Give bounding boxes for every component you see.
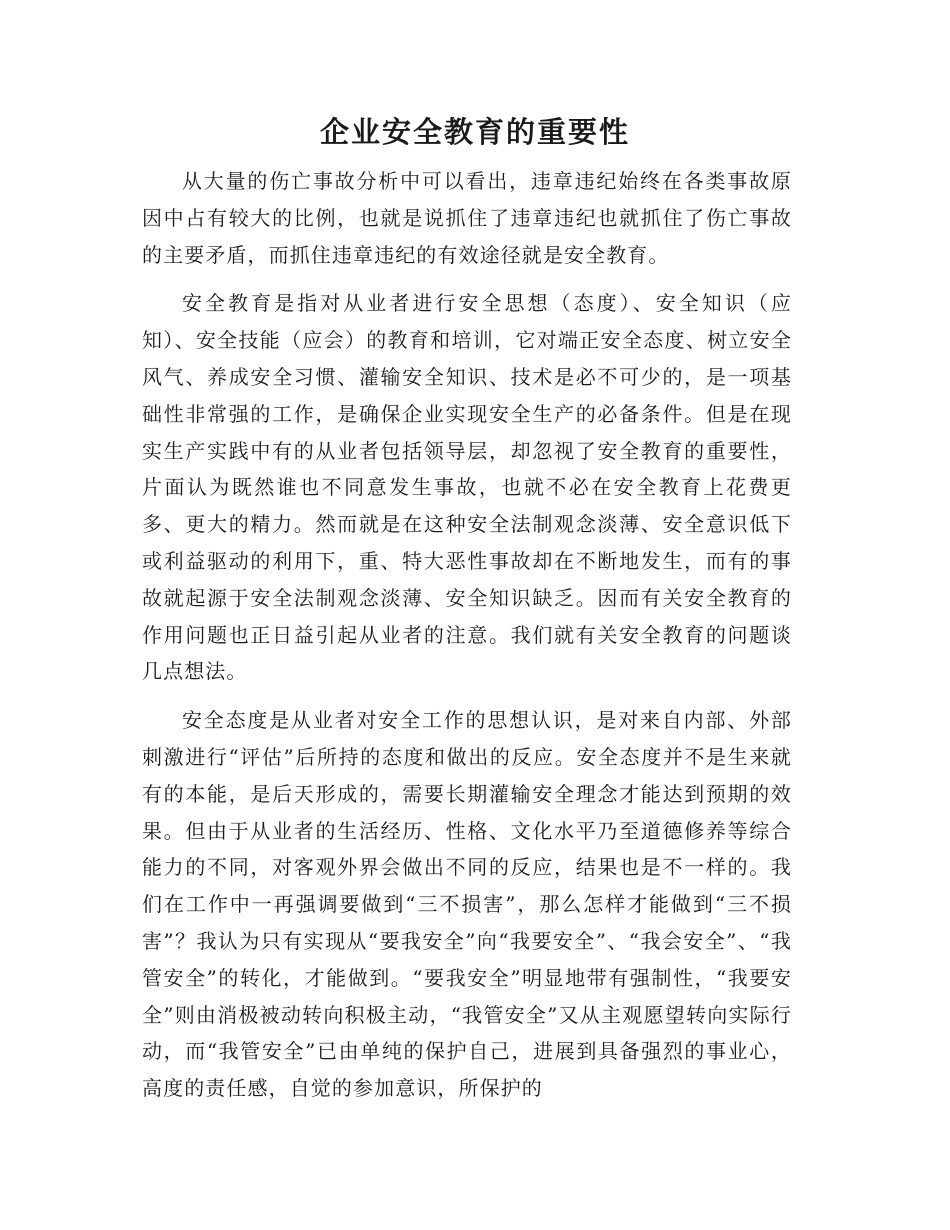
paragraph-3: 安全态度是从业者对安全工作的思想认识，是对来自内部、外部刺激进行“评估”后所持的态度和做出的反应。安全态度并不是生来就有的本能，是后天形成的，需要长期灌输安全理念才能达到预期的效果。但由于从业者的生活经历、性格、文化水平乃至道德修养等综合能力的不同，对客观外界会做出不同的反应，结果也是不一样的。我们在工作中一再强调要做到“三不损害”，那么怎样才能做到“三不损害”？我认为只有实现从“要我安全”向“我要安全”、“我会安全”、“我管安全”的转化，才能做到。“要我安全”明显地带有强制性，“我要安全”则由消极被动转向积极主动，“我管安全”又从主观愿望转向实际行动，而“我管安全”已由单纯的保护自己，进展到具备强烈的事业心，高度的责任感，自觉的参加意识，所保护的 [142, 708, 792, 1101]
document-title: 企业安全教育的重要性 [319, 115, 630, 149]
document-body [142, 163, 792, 1119]
paragraph-2: 安全教育是指对从业者进行安全思想（态度）、安全知识（应知）、安全技能（应会）的教育和培训，它对端正安全态度、树立安全风气、养成安全习惯、灌输安全知识、技术是必不可少的，是一项基础性非常强的工作，是确保企业实现安全生产的必备条件。但是在现实生产实践中有的从业者包括领导层，却忽视了安全教育的重要性，片面认为既然谁也不同意发生事故，也就不必在安全教育上花费更多、更大的精力。然而就是在这种安全法制观念淡薄、安全意识低下或利益驱动的利用下，重、特大恶性事故却在不断地发生，而有的事故就起源于安全法制观念淡薄、安全知识缺乏。因而有关安全教育的作用问题也正日益引起从业者的注意。我们就有关安全教育的问题谈几点想法。 [142, 291, 792, 684]
paragraph-1: 从大量的伤亡事故分析中可以看出，违章违纪始终在各类事故原因中占有较大的比例，也就是说抓住了违章违纪也就抓住了伤亡事故的主要矛盾，而抓住违章违纪的有效途径就是安全教育。 [142, 169, 792, 267]
